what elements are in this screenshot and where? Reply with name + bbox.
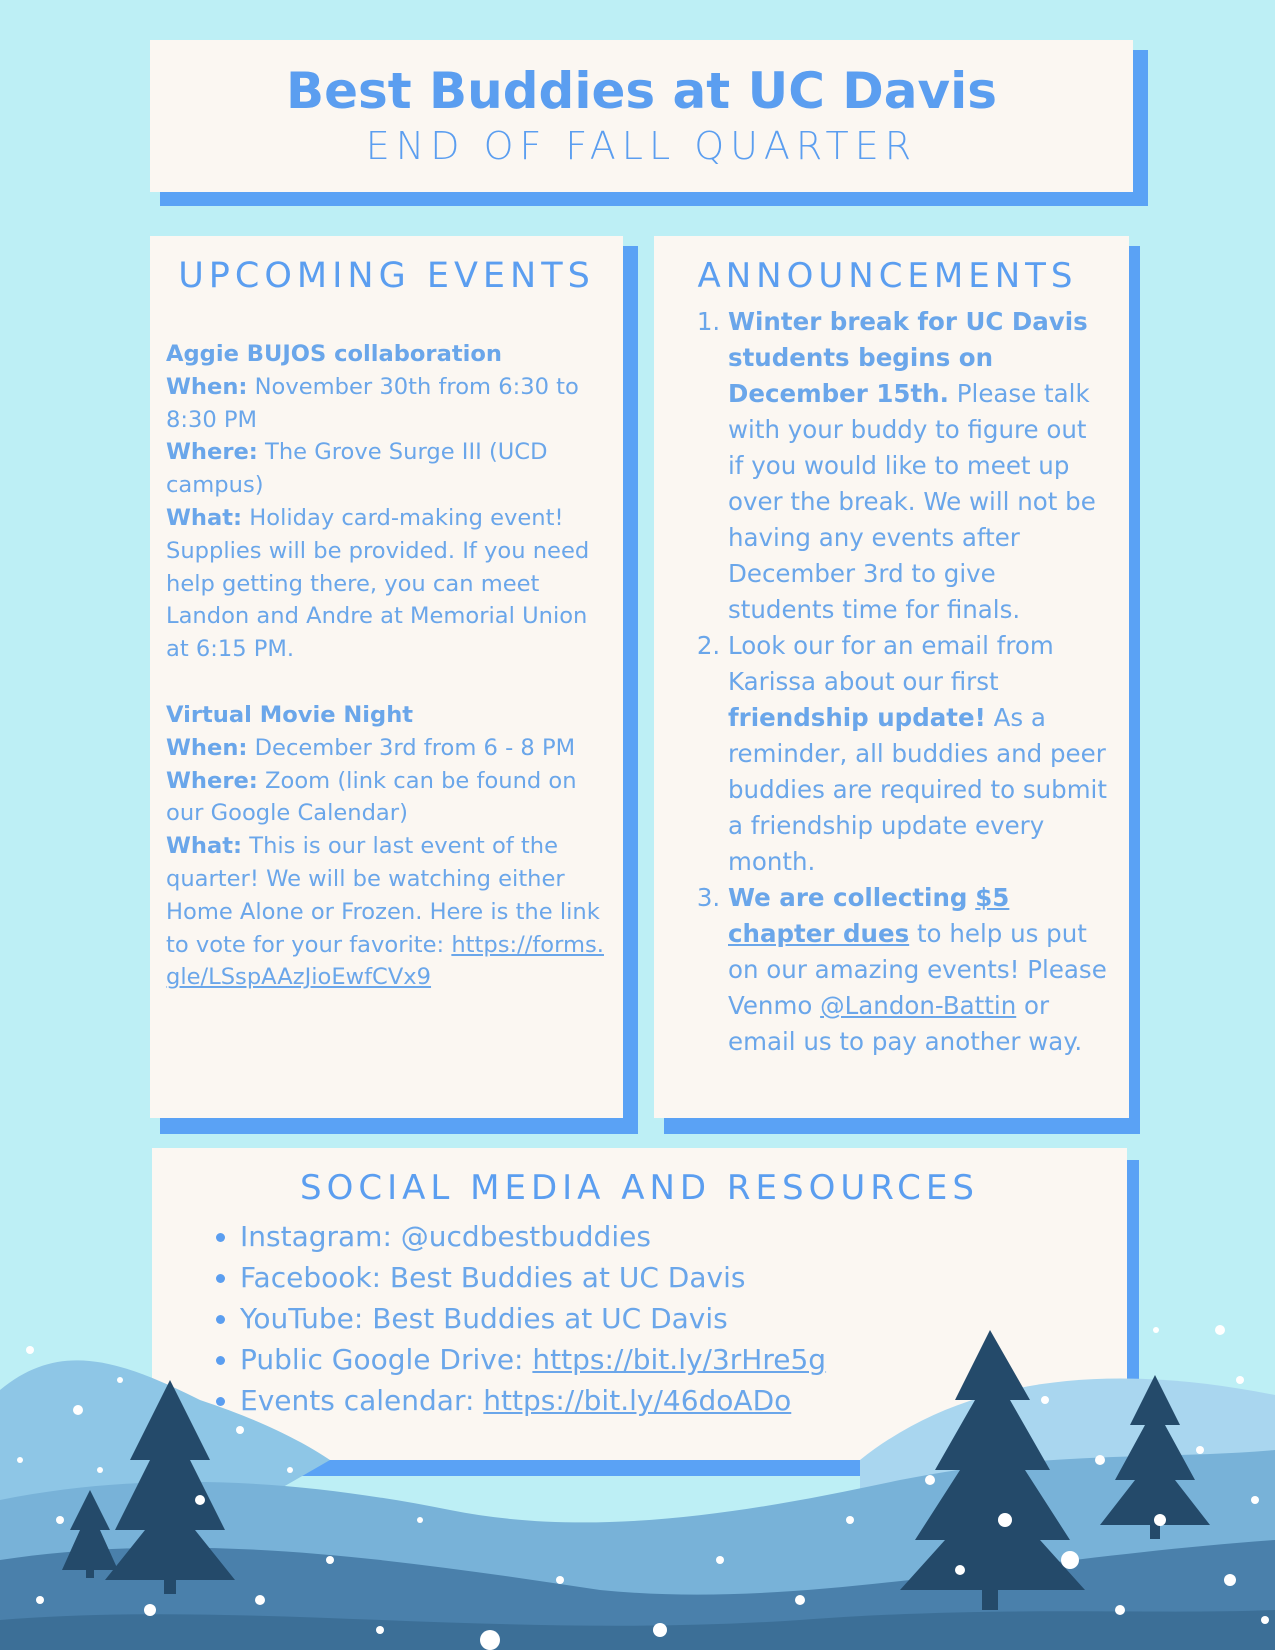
where-label: Where: bbox=[166, 439, 258, 466]
event-when: November 30th from 6:30 to 8:30 PM bbox=[166, 373, 579, 433]
when-label: When: bbox=[166, 373, 248, 400]
page-title: Best Buddies at UC Davis bbox=[285, 62, 998, 120]
calendar-link[interactable]: https://bit.ly/46doADo bbox=[483, 1384, 792, 1417]
announcement-text: As a reminder, all buddies and peer buddies are required to submit a friendship update every month. bbox=[728, 703, 1107, 876]
social-label: Events calendar: bbox=[240, 1384, 484, 1417]
what-label: What: bbox=[166, 504, 243, 531]
social-label: Public Google Drive: bbox=[240, 1343, 533, 1376]
event-where: Zoom (link can be found on our Google Calendar) bbox=[166, 767, 577, 827]
announcement-bold: friendship update! bbox=[728, 703, 986, 732]
announcement-text: or email us to pay another way. bbox=[728, 991, 1083, 1056]
events-heading: UPCOMING EVENTS bbox=[178, 256, 595, 296]
social-label: YouTube: Best Buddies at UC Davis bbox=[240, 1302, 728, 1335]
announcement-text: Look our for an email from Karissa about our first bbox=[728, 631, 1054, 696]
event-where: The Grove Surge III (UCD campus) bbox=[166, 439, 548, 499]
social-label: Instagram: @ucdbestbuddies bbox=[240, 1220, 651, 1253]
announcement-text: Please talk with your buddy to figure out if you would like to meet up over the break. We will not be having any events after December 3rd to give students time for finals. bbox=[728, 379, 1096, 624]
event-title: Aggie BUJOS collaboration bbox=[166, 341, 502, 367]
announcement-bold: We are collecting bbox=[728, 883, 968, 912]
announcements-heading: ANNOUNCEMENTS bbox=[697, 256, 1078, 296]
social-label: Facebook: Best Buddies at UC Davis bbox=[240, 1261, 746, 1294]
announcement-bold: Winter break for UC Davis students begins on December 15th. bbox=[728, 307, 1088, 408]
event-when: December 3rd from 6 - 8 PM bbox=[254, 734, 576, 761]
social-heading: SOCIAL MEDIA AND RESOURCES bbox=[300, 1168, 979, 1208]
page-subtitle: END OF FALL QUARTER bbox=[365, 124, 918, 168]
where-label: Where: bbox=[166, 767, 258, 794]
venmo-link[interactable]: @Landon-Battin bbox=[820, 991, 1017, 1020]
announcement-text: to help us put on our amazing events! Please Venmo bbox=[728, 919, 1107, 1020]
event-what: Holiday card-making event! Supplies will be provided. If you need help getting there, you can meet Landon and Andre at Memorial Union at 6:15 PM. bbox=[166, 504, 590, 663]
what-label: What: bbox=[166, 833, 243, 860]
chapter-dues-link[interactable]: $5 chapter dues bbox=[728, 883, 1010, 948]
when-label: When: bbox=[166, 734, 248, 761]
event-what: This is our last event of the quarter! We will be watching either Home Alone or Frozen. Here is the link to vote for your favorite: bbox=[166, 833, 600, 958]
vote-form-link[interactable]: https://forms.gle/LSspAAzJioEwfCVx9 bbox=[166, 931, 604, 991]
drive-link[interactable]: https://bit.ly/3rHre5g bbox=[532, 1343, 827, 1376]
event-title: Virtual Movie Night bbox=[166, 701, 414, 728]
